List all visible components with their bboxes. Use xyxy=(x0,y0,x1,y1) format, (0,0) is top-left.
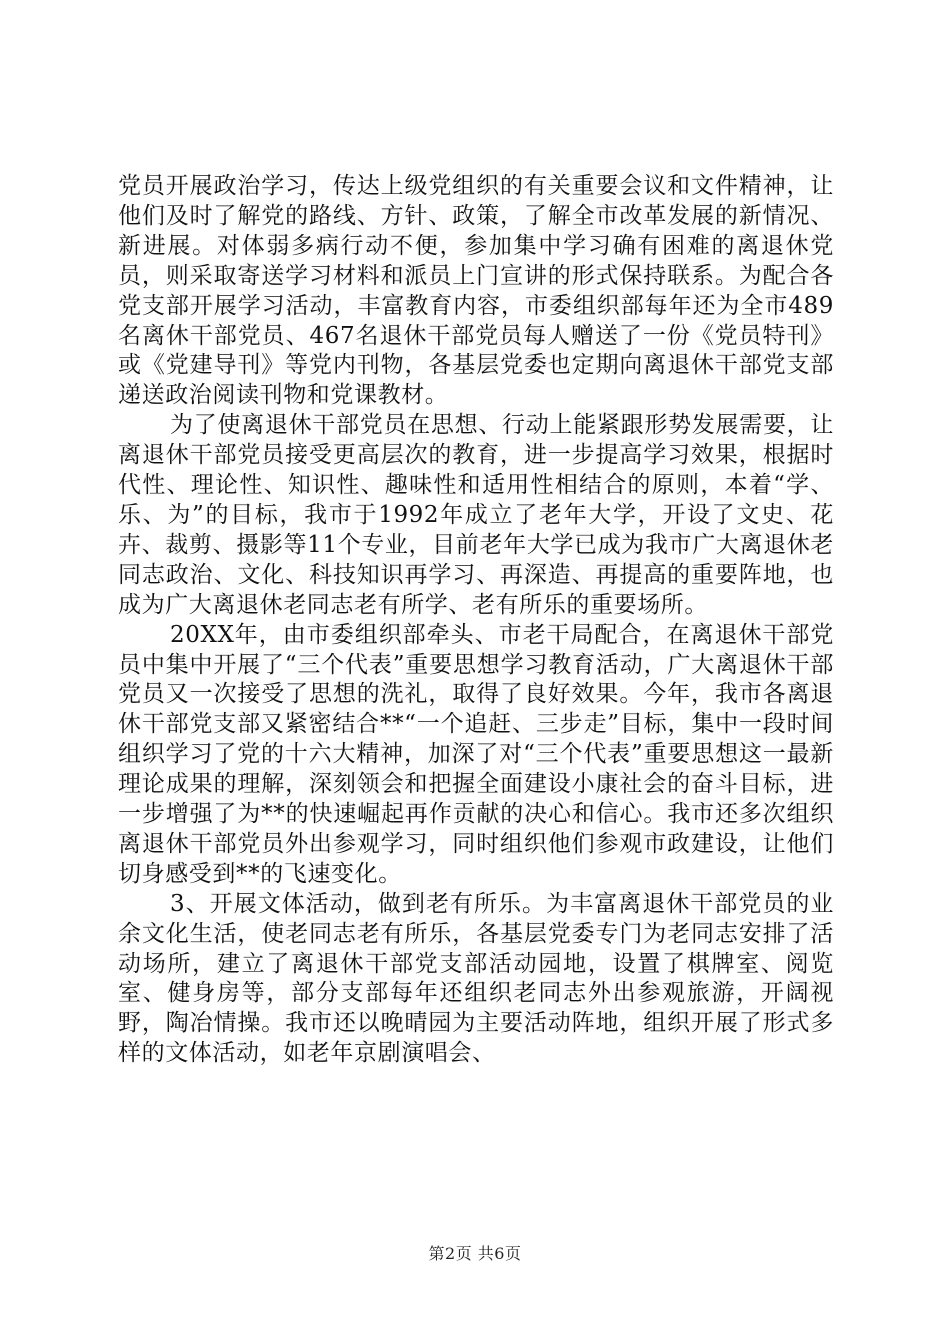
paragraph-cultural-activities: 3、开展文体活动，做到老有所乐。为丰富离退休干部党员的业余文化生活，使老同志老有所乐，各基层党委专门为老同志安排了活动场所，建立了离退休干部党支部活动园地，设置了棋牌室、阅览室、健身房等，部分支部每年还组织老同志外出参观旅游，开阔视野，陶冶情操。我市还以晚晴园为主要活动阵地，组织开展了形式多样的文体活动，如老年京剧演唱会、 xyxy=(118,890,834,1067)
paragraph-study-campaign: 20XX年，由市委组织部牵头、市老干局配合，在离退休干部党员中集中开展了“三个代表”重要思想学习教育活动，广大离退休干部党员又一次接受了思想的洗礼，取得了良好效果。今年，我市各离退休干部党支部又紧密结合**“一个追赶、三步走”目标，集中一段时间组织学习了党的十六大精神，加深了对“三个代表”重要思想这一最新理论成果的理解，深刻领会和把握全面建设小康社会的奋斗目标，进一步增强了为**的快速崛起再作贡献的决心和信心。我市还多次组织离退休干部党员外出参观学习，同时组织他们参观市政建设，让他们切身感受到**的飞速变化。 xyxy=(118,621,834,887)
page-number-footer: 第2页 共6页 xyxy=(428,1244,522,1263)
document-body xyxy=(118,172,834,1069)
paragraph-senior-university: 为了使离退休干部党员在思想、行动上能紧跟形势发展需要，让离退休干部党员接受更高层次的教育，进一步提高学习效果，根据时代性、理论性、知识性、趣味性和适用性相结合的原则，本着“学、乐、为”的目标，我市于1992年成立了老年大学，开设了文史、花卉、裁剪、摄影等11个专业，目前老年大学已成为我市广大离退休老同志政治、文化、科技知识再学习、再深造、再提高的重要阵地，也成为广大离退休老同志老有所学、老有所乐的重要场所。 xyxy=(118,412,834,618)
paragraph-continued: 党员开展政治学习，传达上级党组织的有关重要会议和文件精神，让他们及时了解党的路线、方针、政策，了解全市改革发展的新情况、新进展。对体弱多病行动不便，参加集中学习确有困难的离退休党员，则采取寄送学习材料和派员上门宣讲的形式保持联系。为配合各党支部开展学习活动，丰富教育内容，市委组织部每年还为全市489名离休干部党员、467名退休干部党员每人赠送了一份《党员特刊》或《党建导刊》等党内刊物，各基层党委也定期向离退休干部党支部递送政治阅读刊物和党课教材。 xyxy=(118,173,834,409)
